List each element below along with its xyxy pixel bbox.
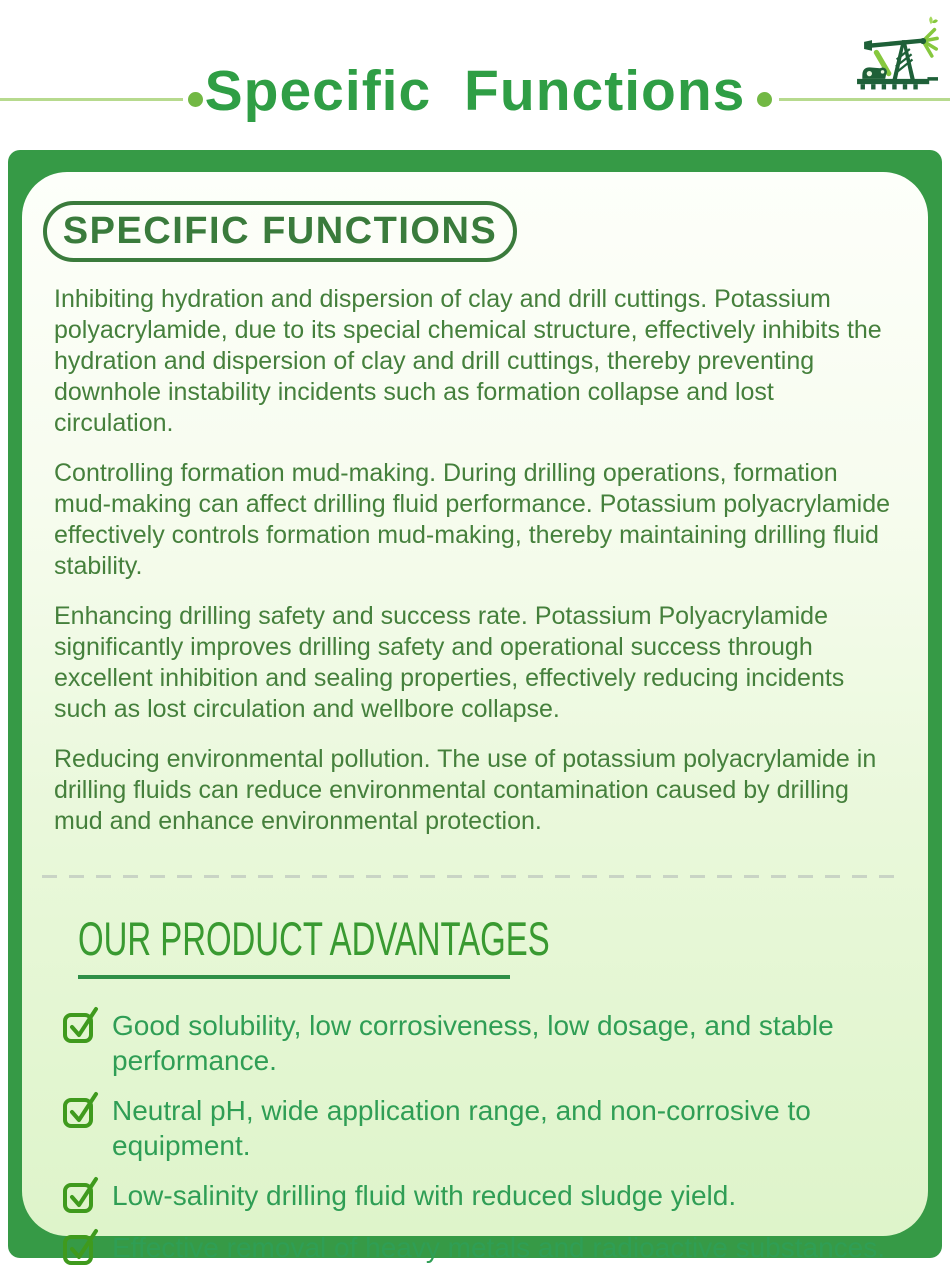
paragraph-reducing: Reducing environmental pollution. The use of potassium polyacrylamide in drilling fluids can reduce environmental contamination caused by drilling mud and enhance environmental protection. [54,745,877,835]
advantages-list [52,1006,892,1267]
advantage-item [52,1228,892,1267]
oil-pumpjack-icon [850,8,938,104]
paragraph-controlling: Controlling formation mud-making. During drilling operations, formation mud-making can affect drilling fluid performance. Potassium polyacrylamide effectively controls formation mud-making, thereby maintaining drilling fluid stability. [54,459,891,580]
paragraph-enhancing: Enhancing drilling safety and success rate. Potassium Polyacrylamide significantly improves drilling safety and operational success through excellent inhibition and sealing properties, effectively reducing incidents such as lost circulation and wellbore collapse. [54,602,845,723]
advantage-text: Low-salinity drilling fluid with reduced sludge yield. [112,1180,737,1211]
paragraph-inhibiting: Inhibiting hydration and dispersion of clay and drill cuttings. Potassium polyacrylamide, due to its special chemical structure, effectively inhibits the hydration and dispersion of clay and drill cuttings, thereby preventing downhole instability incidents such as formation collapse and lost circulation. [54,285,882,437]
advantages-title: OUR PRODUCT ADVANTAGES [78,912,550,965]
advantage-item [52,1176,892,1215]
checked-checkbox-icon [62,1003,100,1045]
advantage-text: Effective removal of heavy metals and radioactive substances. [112,1232,885,1263]
content-panel [8,150,942,1263]
advantages-underline [78,975,510,979]
header-dot-right [757,92,772,107]
advantage-text: Neutral pH, wide application range, and non-corrosive to equipment. [112,1095,811,1161]
advantage-text: Good solubility, low corrosiveness, low dosage, and stable performance. [112,1010,834,1076]
advantage-item [52,1006,892,1078]
section-title-box [43,201,517,262]
checked-checkbox-icon [62,1173,100,1215]
checked-checkbox-icon [62,1225,100,1267]
content-card [22,172,928,1263]
section-title: SPECIFIC FUNCTIONS [62,210,498,252]
advantage-item [52,1091,892,1163]
dashed-divider [42,875,906,878]
checked-checkbox-icon [62,1088,100,1130]
page-header [0,0,950,150]
page-title: Specific Functions [204,59,746,123]
